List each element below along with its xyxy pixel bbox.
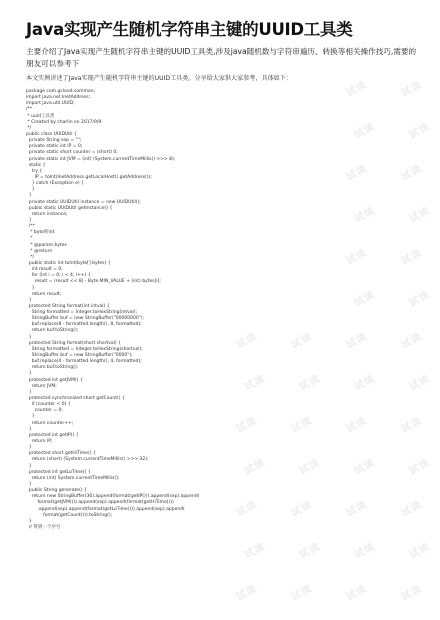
code-line: } (26, 389, 32, 395)
watermark-text: 试读 (234, 583, 260, 604)
watermark-text: 试读 (289, 499, 315, 520)
code-line: public static UUIDUtil getInstance() { (26, 205, 113, 211)
page-title: Java实现产生随机字符串主键的UUID工具类 (26, 20, 353, 39)
watermark-text: 试读 (407, 541, 433, 562)
code-line: } (26, 445, 32, 451)
code-line: } (26, 414, 35, 420)
code-line: protected int getJVM() { (26, 377, 83, 383)
watermark-text: 试读 (352, 289, 378, 310)
code-line: static { (26, 162, 46, 168)
code-line: protected int getIP() { (26, 432, 79, 438)
code-line: /** (26, 224, 35, 230)
code-line: * (26, 236, 33, 242)
code-line: return IP; (26, 439, 53, 445)
code-line: return JVM; (26, 383, 57, 389)
watermark-text: 试读 (407, 289, 433, 310)
watermark-text: 试读 (297, 373, 323, 394)
watermark-text: 试读 (297, 457, 323, 478)
code-line: /** (26, 107, 33, 113)
watermark-text: 试读 (407, 205, 433, 226)
code-line: private static short counter = (short) 0; (26, 150, 118, 156)
code-line: StringBuffer buf = new StringBuffer("00000000"); (26, 316, 145, 322)
watermark-text: 试读 (399, 583, 425, 604)
code-line: } (26, 334, 32, 340)
code-line: String formatted = Integer.toHexString(intval); (26, 310, 138, 316)
code-line: } catch (Exception e) { (26, 181, 84, 187)
watermark-text: 试读 (344, 163, 370, 184)
code-line: protected short getHiTime() { (26, 451, 96, 457)
watermark-text: 试读 (407, 457, 433, 478)
code-line: } (26, 187, 35, 193)
code-line: protected String format(int intval) { (26, 303, 110, 309)
code-line: format(getCount())).toString(); (26, 512, 113, 518)
code-line: protected synchronized short getCount() { (26, 396, 125, 402)
watermark-text: 试读 (242, 541, 268, 562)
watermark-text: 试读 (344, 499, 370, 520)
watermark-text: 试读 (399, 499, 425, 520)
watermark-text: 试读 (352, 541, 378, 562)
code-line: return instance; (26, 211, 68, 217)
code-line: import java.util.UUID; (26, 101, 75, 107)
code-line: result = (result << 8) - Byte.MIN_VALUE + (int) bytes[i]; (26, 279, 161, 285)
code-line: try { (26, 168, 43, 174)
code-line: buf.replace(8 - formatted.length(), 8, formatted); (26, 322, 142, 328)
code-line: for (int i = 0; i < 4; i++) { (26, 273, 91, 279)
code-line: package com.gcloud.common; (26, 89, 96, 94)
watermark-text: 试读 (234, 415, 260, 436)
watermark-text: 试读 (399, 79, 425, 100)
code-line: } (26, 217, 32, 223)
code-line: return counter++; (26, 420, 74, 426)
code-line: // 得到一个序号 (26, 524, 61, 530)
code-line: public class UUIDUtil { (26, 131, 77, 137)
watermark-text: 试读 (344, 79, 370, 100)
code-line: format(getJVM())).append(sep).append(format(getHiTime())) (26, 500, 174, 506)
watermark-text: 试读 (352, 373, 378, 394)
watermark-text: 试读 (399, 331, 425, 352)
code-line: counter = 0; (26, 408, 63, 414)
watermark-text: 试读 (344, 415, 370, 436)
code-line: import java.net.InetAddress; (26, 95, 91, 101)
watermark-text: 试读 (344, 247, 370, 268)
code-line: } (26, 426, 32, 432)
watermark-text: 试读 (344, 583, 370, 604)
code-line: return buf.toString(); (26, 365, 79, 371)
watermark-text: 试读 (242, 373, 268, 394)
code-line: * Created by charlin on 2017/9/9. (26, 119, 103, 125)
code-line: private static UUIDUtil instance = new UUIDUtil(); (26, 199, 141, 205)
code-line: } (26, 518, 32, 524)
code-line: buf.replace(4 - formatted.length(), 4, formatted); (26, 359, 142, 365)
code-line: * @param bytes (26, 242, 67, 248)
watermark-text: 试读 (344, 331, 370, 352)
code-line: private String sep = ""; (26, 138, 82, 144)
intro-paragraph: 本文实例讲述了Java实现产生随机字符串主键的UUID工具类。分享给大家供大家参考，具体如下： (26, 75, 292, 82)
code-line: } (26, 371, 32, 377)
code-line: protected int getLoTime() { (26, 469, 91, 475)
code-line: return (int) System.currentTimeMillis(); (26, 475, 120, 481)
code-line: private static int IP = 0; (26, 144, 83, 150)
code-line: */ (26, 125, 32, 131)
code-line: * uuid工具类 (26, 113, 55, 119)
code-line: */ (26, 254, 35, 260)
code-line: return (short) (System.currentTimeMillis() >>> 32); (26, 457, 149, 463)
code-line: } (26, 463, 32, 469)
code-line: int result = 0; (26, 267, 63, 273)
watermark-text: 试读 (289, 415, 315, 436)
watermark-text: 试读 (407, 373, 433, 394)
code-line: .append(sep).append(format(getLoTime())).append(sep).append( (26, 506, 185, 512)
code-line: if (counter < 0) { (26, 402, 71, 408)
watermark-text: 试读 (407, 121, 433, 142)
summary-paragraph: 主要介绍了Java实现产生随机字符串主键的UUID工具类,涉及java随机数与字符串遍历、转换等相关操作技巧,需要的朋友可以参考下 (26, 47, 417, 68)
watermark-text: 试读 (352, 457, 378, 478)
code-line: public String generate() { (26, 488, 87, 494)
code-line: public static int toInt(byte[] bytes) { (26, 260, 111, 266)
code-line: } (26, 482, 32, 487)
code-line: } (26, 193, 32, 199)
code-line: StringBuffer buf = new StringBuffer("0000"); (26, 353, 133, 359)
watermark-text: 试读 (242, 457, 268, 478)
watermark-text: 试读 (289, 583, 315, 604)
code-line: IP = toInt(InetAddress.getLocalHost().getAddress()); (26, 174, 152, 180)
code-line: return buf.toString(); (26, 328, 79, 334)
watermark-text: 试读 (234, 499, 260, 520)
code-line: return new StringBuffer(36).append(format(getIP())).append(sep).append( (26, 494, 200, 500)
code-line: protected String format(short shortval) { (26, 340, 121, 346)
watermark-text: 试读 (352, 121, 378, 142)
code-line: } (26, 297, 32, 303)
code-line: return result; (26, 291, 62, 297)
watermark-text: 试读 (352, 205, 378, 226)
watermark-text: 试读 (399, 415, 425, 436)
watermark-text: 试读 (234, 331, 260, 352)
watermark-text: 试读 (399, 247, 425, 268)
code-line: } (26, 285, 35, 291)
watermark-text: 试读 (399, 163, 425, 184)
watermark-text: 试读 (289, 331, 315, 352)
watermark-text: 试读 (297, 541, 323, 562)
code-line: private static int JVM = (int) (System.currentTimeMillis() >>> 8); (26, 156, 176, 162)
code-line: String formatted = Integer.toHexString(shortval); (26, 346, 143, 352)
code-line: * @return (26, 248, 53, 254)
code-line: * byte转int (26, 230, 55, 236)
